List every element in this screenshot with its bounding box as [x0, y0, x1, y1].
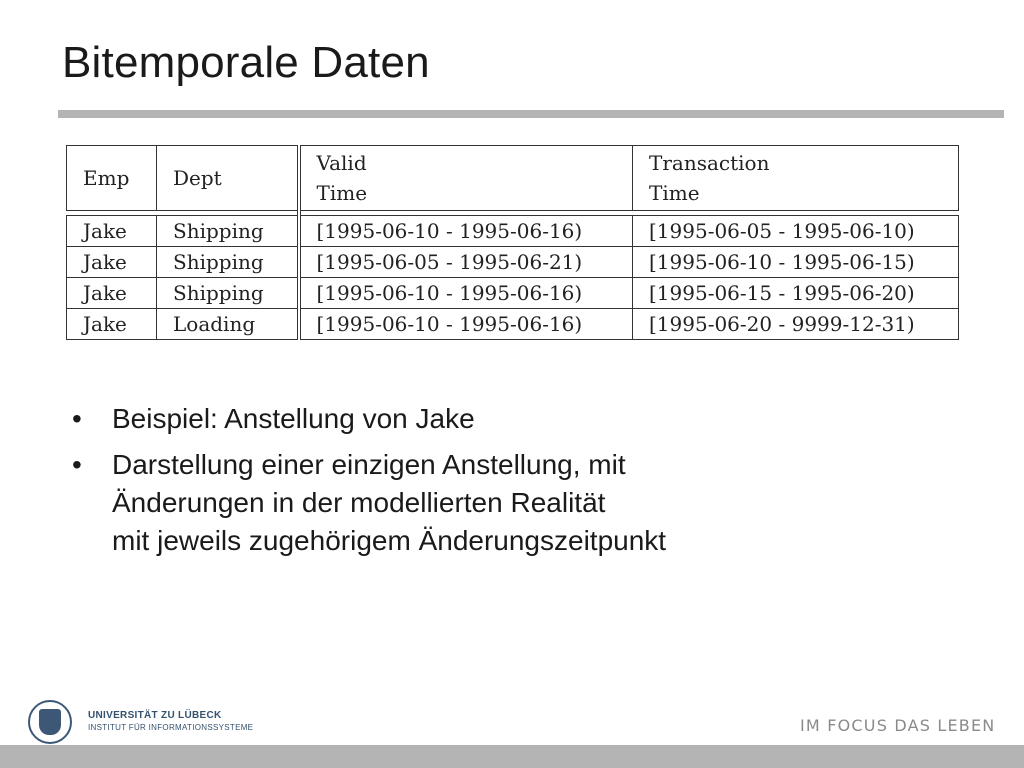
bitemporal-table-container	[66, 145, 959, 340]
header-valid-time: Valid Time	[299, 146, 633, 211]
bullet-text-line: Änderungen in der modellierten Realität	[112, 487, 606, 518]
cell-dept: Shipping	[157, 278, 299, 309]
university-seal-icon	[28, 700, 72, 744]
header-emp: Emp	[67, 146, 157, 211]
cell-emp: Jake	[67, 216, 157, 247]
header-dept: Dept	[157, 146, 299, 211]
header-row	[67, 146, 959, 211]
footer-motto: IM FOCUS DAS LEBEN	[800, 716, 996, 735]
bullet-text-line: Darstellung einer einzigen Anstellung, mit	[112, 449, 626, 480]
cell-emp: Jake	[67, 309, 157, 340]
bullet-item	[72, 400, 666, 438]
cell-transaction-time: [1995-06-10 - 1995-06-15)	[633, 247, 959, 278]
bullet-text: Beispiel: Anstellung von Jake	[112, 403, 475, 434]
bullet-icon: •	[72, 449, 82, 480]
cell-dept: Loading	[157, 309, 299, 340]
table-header	[67, 146, 959, 211]
table-row	[67, 247, 959, 278]
table-row	[67, 216, 959, 247]
cell-valid-time: [1995-06-10 - 1995-06-16)	[299, 278, 633, 309]
cell-emp: Jake	[67, 278, 157, 309]
header-transaction-time: Transaction Time	[633, 146, 959, 211]
bullet-text-line: mit jeweils zugehörigem Änderungszeitpunkt	[112, 525, 667, 556]
bullet-item	[72, 446, 666, 560]
university-wordmark	[88, 710, 253, 734]
bitemporal-table	[66, 145, 959, 340]
cell-dept: Shipping	[157, 247, 299, 278]
table-row	[67, 309, 959, 340]
slide-title: Bitemporale Daten	[62, 38, 430, 87]
cell-valid-time: [1995-06-10 - 1995-06-16)	[299, 216, 633, 247]
cell-valid-time: [1995-06-05 - 1995-06-21)	[299, 247, 633, 278]
cell-transaction-time: [1995-06-05 - 1995-06-10)	[633, 216, 959, 247]
cell-transaction-time: [1995-06-20 - 9999-12-31)	[633, 309, 959, 340]
cell-emp: Jake	[67, 247, 157, 278]
university-name: UNIVERSITÄT ZU LÜBECK	[88, 710, 222, 721]
cell-transaction-time: [1995-06-15 - 1995-06-20)	[633, 278, 959, 309]
university-logo	[28, 700, 253, 744]
bullet-list	[72, 400, 666, 568]
institute-name: INSTITUT FÜR INFORMATIONSSYSTEME	[88, 723, 254, 732]
bullet-icon: •	[72, 403, 82, 434]
cell-dept: Shipping	[157, 216, 299, 247]
title-divider	[58, 110, 1004, 118]
table-row	[67, 278, 959, 309]
footer-bar	[0, 745, 1024, 768]
cell-valid-time: [1995-06-10 - 1995-06-16)	[299, 309, 633, 340]
